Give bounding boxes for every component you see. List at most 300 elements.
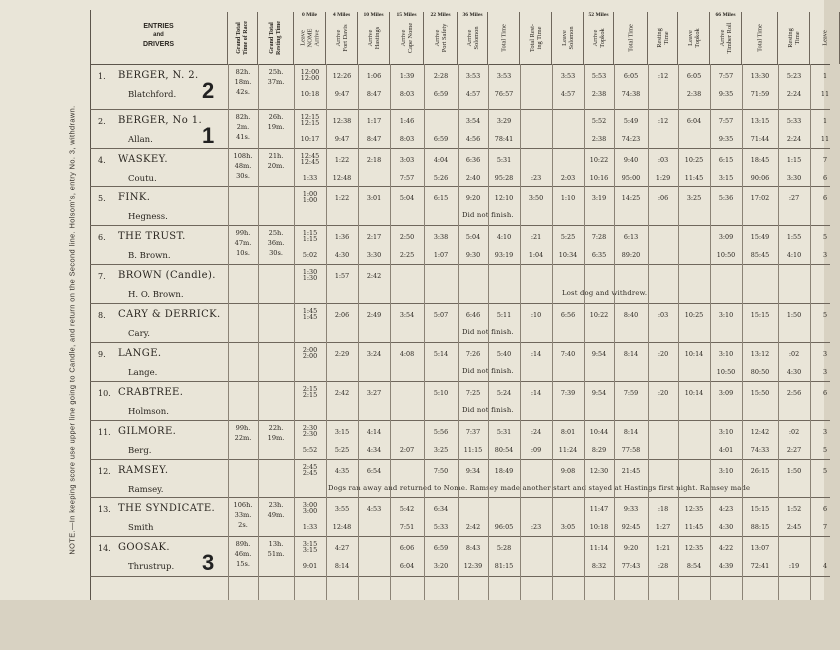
column-title: Total Rest- ing Time <box>528 23 543 53</box>
column-title: Total Time <box>500 24 507 52</box>
upper-time: 5:36 <box>718 194 734 202</box>
nome-time: 1:45 <box>302 307 318 315</box>
upper-time: 8:14 <box>623 428 639 436</box>
lower-time: 8:03 <box>399 90 415 98</box>
upper-time: 15:49 <box>750 233 770 241</box>
upper-time: 1:52 <box>786 505 802 513</box>
upper-time: :14 <box>530 350 542 358</box>
lower-time: 4:39 <box>718 562 734 570</box>
entry-name: FINK. <box>118 192 151 203</box>
upper-time: 6:54 <box>366 467 382 475</box>
column-title: Leave NOME Arrive <box>299 28 320 48</box>
driver-name: Hegness. <box>128 212 168 222</box>
lower-time: 2:27 <box>786 446 802 454</box>
lower-time: 4:30 <box>786 368 802 376</box>
column-title: Arrive Topkok <box>591 28 606 48</box>
upper-time: 3:53 <box>465 72 481 80</box>
upper-time: 10:14 <box>684 389 704 397</box>
upper-time: 6:34 <box>433 505 449 513</box>
column-header <box>326 12 358 64</box>
lower-time: 2:24 <box>786 90 802 98</box>
nome-time: 3:15 <box>302 540 318 548</box>
upper-time: 3:10 <box>718 428 734 436</box>
upper-time: 13:15 <box>750 117 770 125</box>
lower-time: 9:47 <box>334 90 350 98</box>
entry-number: 4. <box>98 156 106 165</box>
lower-time: :23 <box>530 523 542 531</box>
upper-time: 12:26 <box>332 72 352 80</box>
placing-mark: 1 <box>202 123 215 148</box>
driver-name: H. O. Brown. <box>128 290 184 300</box>
lower-time: 8:47 <box>366 135 382 143</box>
lower-time: 7 <box>822 523 828 531</box>
upper-time: 7:50 <box>433 467 449 475</box>
lower-time: 2:07 <box>399 446 415 454</box>
column-mile-label: 10 Miles <box>363 12 384 18</box>
entry-number: 1. <box>98 72 106 81</box>
grand-total-resting: 37m. <box>267 78 285 86</box>
column-line <box>294 64 295 600</box>
upper-time: 15:15 <box>750 505 770 513</box>
entry-number: 13. <box>98 505 111 514</box>
driver-name: Ramsey. <box>128 485 164 495</box>
lower-time: 10:16 <box>589 174 609 182</box>
upper-time: 3 <box>822 350 828 358</box>
upper-time: 18:49 <box>494 467 514 475</box>
upper-time: 2:50 <box>399 233 415 241</box>
nome-time: 3:00 <box>302 507 318 515</box>
lower-time: 1:29 <box>655 174 671 182</box>
grand-total-time: 46m. <box>234 550 252 558</box>
column-title: Arrive Port Safety <box>433 23 448 53</box>
upper-time: 3:53 <box>560 72 576 80</box>
note-text: NOTE.—In keeping score use upper line going to Candle, and return on the Second line. Holsom's, entry No. 3, withdrawn. <box>67 105 77 555</box>
upper-time: 2:56 <box>786 389 802 397</box>
lower-time: 10:50 <box>716 251 736 259</box>
lower-time: 2:40 <box>465 174 481 182</box>
grand-total-resting: 30s. <box>269 249 283 257</box>
upper-time: 4:14 <box>366 428 382 436</box>
upper-time: 3:01 <box>366 194 382 202</box>
upper-time: 6:06 <box>399 544 415 552</box>
grand-total-resting: 19m. <box>267 434 285 442</box>
entry-number: 12. <box>98 467 111 476</box>
lower-time: 1:27 <box>655 523 671 531</box>
grand-total-time: 30s. <box>236 172 250 180</box>
column-line <box>678 64 679 600</box>
grand-total-resting: 13h. <box>268 540 284 548</box>
status-note: Did not finish. <box>462 367 514 375</box>
upper-time: :20 <box>657 350 669 358</box>
grand-total-time: 99h. <box>235 229 251 237</box>
lower-time: 4:57 <box>560 90 576 98</box>
column-header <box>488 12 520 64</box>
upper-time: 5:28 <box>496 544 512 552</box>
grand-total-time: 82h. <box>235 68 251 76</box>
nome-time: 2:30 <box>302 424 318 432</box>
upper-time: 5 <box>822 311 828 319</box>
column-header <box>520 12 552 64</box>
table-row <box>90 264 830 304</box>
lower-time: 4:57 <box>465 90 481 98</box>
lower-time: 74:33 <box>750 446 770 454</box>
grand-total-resting: 23h. <box>268 501 284 509</box>
nome-time: 12:15 <box>300 113 320 121</box>
grand-total-time: 10s. <box>236 249 250 257</box>
upper-time: :21 <box>530 233 542 241</box>
upper-time: 3:25 <box>686 194 702 202</box>
upper-time: 5:53 <box>591 72 607 80</box>
column-title: Arrive Timber Roll <box>718 22 733 54</box>
upper-time: 1 <box>822 72 828 80</box>
lower-time: 80:50 <box>750 368 770 376</box>
lower-time: :09 <box>530 446 542 454</box>
lower-time: 5 <box>822 446 828 454</box>
upper-time: :20 <box>657 389 669 397</box>
upper-time: 5:11 <box>496 311 512 319</box>
lower-time: 77:43 <box>621 562 641 570</box>
column-header <box>390 12 424 64</box>
nome-time: 5:52 <box>302 446 318 454</box>
table-row <box>90 64 830 110</box>
upper-time: 3:38 <box>433 233 449 241</box>
lower-time: 6:35 <box>591 251 607 259</box>
upper-time: 5 <box>822 467 828 475</box>
column-line <box>614 64 615 600</box>
upper-time: 6:04 <box>686 117 702 125</box>
placing-mark: 2 <box>202 78 215 103</box>
nome-time: 1:30 <box>302 268 318 276</box>
nome-time: 12:45 <box>300 158 320 166</box>
upper-time: 17:02 <box>750 194 770 202</box>
upper-time: 4:08 <box>399 350 415 358</box>
upper-time: 12:30 <box>589 467 609 475</box>
nome-time: 3:15 <box>302 546 318 554</box>
grand-total-time: 108h. <box>233 152 253 160</box>
upper-time: 2:42 <box>334 389 350 397</box>
upper-time: 5:42 <box>399 505 415 513</box>
nome-time: 1:45 <box>302 313 318 321</box>
column-title: Total Time <box>627 24 634 52</box>
column-title: Arrive Cape Nome <box>399 22 414 54</box>
lower-time: 3:25 <box>433 446 449 454</box>
upper-time: 21:45 <box>621 467 641 475</box>
upper-time: 6:05 <box>623 72 639 80</box>
lower-time: 4:56 <box>465 135 481 143</box>
upper-time: 7:40 <box>560 350 576 358</box>
upper-time: 3:50 <box>528 194 544 202</box>
column-line <box>778 64 779 600</box>
table-row <box>90 148 830 187</box>
entry-number: 8. <box>98 311 106 320</box>
entry-name: RAMSEY. <box>118 465 169 476</box>
nome-time: 5:02 <box>302 251 318 259</box>
lower-time: 8:32 <box>591 562 607 570</box>
nome-time: 12:45 <box>300 152 320 160</box>
driver-name: B. Brown. <box>128 251 171 261</box>
column-title: Leave Solomon <box>560 26 575 50</box>
upper-time: 14:25 <box>621 194 641 202</box>
grand-total-time: 106h. <box>233 501 253 509</box>
column-title: Grand Total Time of Race <box>235 21 249 55</box>
upper-time: :06 <box>657 194 669 202</box>
upper-time: :12 <box>657 72 669 80</box>
grand-total-time: 15s. <box>236 560 250 568</box>
upper-time: 2:17 <box>366 233 382 241</box>
upper-time: 7:59 <box>623 389 639 397</box>
table-row <box>90 303 830 343</box>
entry-number: 10. <box>98 389 111 398</box>
lower-time: 71:44 <box>750 135 770 143</box>
upper-time: 7:25 <box>465 389 481 397</box>
lower-time: 2:38 <box>591 90 607 98</box>
upper-time: :02 <box>788 350 800 358</box>
lower-time: 10:50 <box>716 368 736 376</box>
upper-time: 6:59 <box>433 544 449 552</box>
upper-time: 7:39 <box>560 389 576 397</box>
upper-time: 9:20 <box>465 194 481 202</box>
upper-time: 3:09 <box>718 389 734 397</box>
upper-time: :18 <box>657 505 669 513</box>
upper-time: 3:03 <box>399 156 415 164</box>
upper-time: :14 <box>530 389 542 397</box>
nome-time: 1:15 <box>302 229 318 237</box>
upper-time: 13:07 <box>750 544 770 552</box>
column-mile-label: 4 Miles <box>332 12 351 18</box>
lower-time: 9:35 <box>718 90 734 98</box>
driver-name: Holmson. <box>128 407 169 417</box>
grand-total-resting: 25h. <box>268 68 284 76</box>
lower-time: 92:45 <box>621 523 641 531</box>
lower-time: 3:30 <box>786 174 802 182</box>
column-header <box>552 12 584 64</box>
upper-time: 5:49 <box>623 117 639 125</box>
lower-time: 8:47 <box>366 90 382 98</box>
upper-time: 11:47 <box>589 505 609 513</box>
entries-header-line3: DRIVERS <box>142 41 175 48</box>
lower-time: 95:28 <box>494 174 514 182</box>
nome-time: 3:00 <box>302 501 318 509</box>
upper-time: 1:21 <box>655 544 671 552</box>
upper-time: 18:45 <box>750 156 770 164</box>
upper-time: 5:52 <box>591 117 607 125</box>
upper-time: 6 <box>822 194 828 202</box>
lower-time: 72:41 <box>750 562 770 570</box>
grand-total-time: 99h. <box>235 424 251 432</box>
column-line <box>584 64 585 600</box>
upper-time: 4:10 <box>496 233 512 241</box>
lower-time: 95:00 <box>621 174 641 182</box>
lower-time: 4:34 <box>366 446 382 454</box>
driver-name: Thrustrup. <box>128 562 175 572</box>
table-row <box>90 342 830 382</box>
lower-time: 76:57 <box>494 90 514 98</box>
upper-time: 5:31 <box>496 156 512 164</box>
nome-time: 2:30 <box>302 430 318 438</box>
grand-total-time: 41s. <box>236 133 250 141</box>
upper-time: 3:10 <box>718 467 734 475</box>
column-title: Leave <box>821 30 828 46</box>
lower-time: 74:38 <box>621 90 641 98</box>
upper-time: 2:29 <box>334 350 350 358</box>
upper-time: 9:54 <box>591 350 607 358</box>
lower-time: 6:04 <box>399 562 415 570</box>
upper-time: 9:33 <box>623 505 639 513</box>
upper-time: 8:14 <box>623 350 639 358</box>
entry-name: CARY & DERRICK. <box>118 309 221 320</box>
grand-total-resting: 22h. <box>268 424 284 432</box>
upper-time: 10:44 <box>589 428 609 436</box>
upper-time: 9:34 <box>465 467 481 475</box>
entry-number: 9. <box>98 350 106 359</box>
grand-total-time: 42s. <box>236 88 250 96</box>
lower-time: 88:15 <box>750 523 770 531</box>
upper-time: 6:56 <box>560 311 576 319</box>
lower-time: 11:45 <box>684 523 704 531</box>
upper-time: 10:22 <box>589 311 609 319</box>
column-line <box>552 64 553 600</box>
entry-number: 14. <box>98 544 111 553</box>
lower-time: 96:05 <box>494 523 514 531</box>
lower-time: 10:34 <box>558 251 578 259</box>
column-line <box>810 64 811 600</box>
upper-time: 12:35 <box>684 544 704 552</box>
lower-time: 3 <box>822 368 828 376</box>
upper-time: :27 <box>788 194 800 202</box>
upper-time: 3:09 <box>718 233 734 241</box>
grand-total-time: 33m. <box>234 511 252 519</box>
upper-time: 2:49 <box>366 311 382 319</box>
lower-time: 9:30 <box>465 251 481 259</box>
nome-time: 1:00 <box>302 196 318 204</box>
upper-time: :12 <box>657 117 669 125</box>
grand-total-time: 22m. <box>234 434 252 442</box>
upper-time: 6:15 <box>718 156 734 164</box>
upper-time: :03 <box>657 311 669 319</box>
entry-name: BROWN (Candle). <box>118 270 216 281</box>
lower-time: 9:47 <box>334 135 350 143</box>
upper-time: 15:15 <box>750 311 770 319</box>
lower-time: 77:58 <box>621 446 641 454</box>
entry-name: BERGER, N. 2. <box>118 70 199 81</box>
lower-time: 1:07 <box>433 251 449 259</box>
lower-time: 78:41 <box>494 135 514 143</box>
lower-time: 2:38 <box>591 135 607 143</box>
upper-time: 15:50 <box>750 389 770 397</box>
upper-time: 7:57 <box>718 117 734 125</box>
column-header <box>614 12 648 64</box>
lower-time: 89:20 <box>621 251 641 259</box>
lower-time: 6 <box>822 174 828 182</box>
table-row <box>90 536 830 577</box>
column-header <box>258 12 294 64</box>
upper-time: 1 <box>822 117 828 125</box>
driver-name: Cary. <box>128 329 151 339</box>
upper-time: 6:36 <box>465 156 481 164</box>
driver-name: Smith <box>128 523 154 533</box>
upper-time: 3:55 <box>334 505 350 513</box>
upper-time: 4:35 <box>334 467 350 475</box>
grand-total-time: 47m. <box>234 239 252 247</box>
column-header <box>424 12 458 64</box>
upper-time: 1:17 <box>366 117 382 125</box>
column-mile-label: 0 Mile <box>301 12 318 18</box>
grand-total-resting: 21h. <box>268 152 284 160</box>
grand-total-resting: 49m. <box>267 511 285 519</box>
column-line <box>258 64 259 600</box>
nome-time: 10:17 <box>300 135 320 143</box>
lower-time: 80:54 <box>494 446 514 454</box>
lower-time: 11 <box>820 135 830 143</box>
upper-time: 5:31 <box>496 428 512 436</box>
lower-time: 5:33 <box>433 523 449 531</box>
upper-time: 6 <box>822 389 828 397</box>
lower-time: 12:48 <box>332 523 352 531</box>
entry-name: GOOSAK. <box>118 542 170 553</box>
column-line <box>390 64 391 600</box>
upper-time: 1:22 <box>334 194 350 202</box>
column-title: Total Time <box>756 24 763 52</box>
upper-time: 5:04 <box>465 233 481 241</box>
grand-total-time: 89h. <box>235 540 251 548</box>
nome-time: 1:00 <box>302 190 318 198</box>
grand-total-resting: 25h. <box>268 229 284 237</box>
grand-total-resting: 26h. <box>268 113 284 121</box>
table-row <box>90 109 830 149</box>
grand-total-time: 2m. <box>236 123 250 131</box>
nome-time: 1:33 <box>302 174 318 182</box>
driver-name: Blatchford. <box>128 90 177 100</box>
upper-time: 5 <box>822 233 828 241</box>
upper-time: 7 <box>822 156 828 164</box>
lower-time: 8:29 <box>591 446 607 454</box>
column-mile-label: 66 Miles <box>715 12 736 18</box>
lower-time: 4:10 <box>786 251 802 259</box>
entry-number: 7. <box>98 272 106 281</box>
lower-time: 71:59 <box>750 90 770 98</box>
column-header <box>710 12 742 64</box>
lower-time: 9:35 <box>718 135 734 143</box>
status-note: Dogs ran away and returned to Nome. Ramsey made another start and stayed at Hastings first night. Ramsey made <box>328 484 751 492</box>
lower-time: 2:38 <box>686 90 702 98</box>
upper-time: 4:23 <box>718 505 734 513</box>
lower-time: 3:05 <box>560 523 576 531</box>
upper-time: 5:10 <box>433 389 449 397</box>
grand-total-time: 82h. <box>235 113 251 121</box>
upper-time: 3 <box>822 428 828 436</box>
lower-time: :19 <box>788 562 800 570</box>
column-header <box>810 12 840 64</box>
status-note: Lost dog and withdrew. <box>562 289 648 297</box>
upper-time: 10:22 <box>589 156 609 164</box>
upper-time: 1:57 <box>334 272 350 280</box>
upper-time: 9:08 <box>560 467 576 475</box>
entries-header-line2: and <box>153 32 164 38</box>
upper-time: 3:54 <box>465 117 481 125</box>
lower-time: 11 <box>820 90 830 98</box>
lower-time: 8:54 <box>686 562 702 570</box>
grand-total-resting: 51m. <box>267 550 285 558</box>
entry-number: 11. <box>98 428 111 437</box>
upper-time: 1:39 <box>399 72 415 80</box>
upper-time: 1:06 <box>366 72 382 80</box>
lower-time: 6:59 <box>433 135 449 143</box>
lower-time: 2:42 <box>465 523 481 531</box>
upper-time: 6:15 <box>433 194 449 202</box>
nome-time: 12:00 <box>300 68 320 76</box>
upper-time: 7:26 <box>465 350 481 358</box>
upper-time: 11:14 <box>589 544 609 552</box>
